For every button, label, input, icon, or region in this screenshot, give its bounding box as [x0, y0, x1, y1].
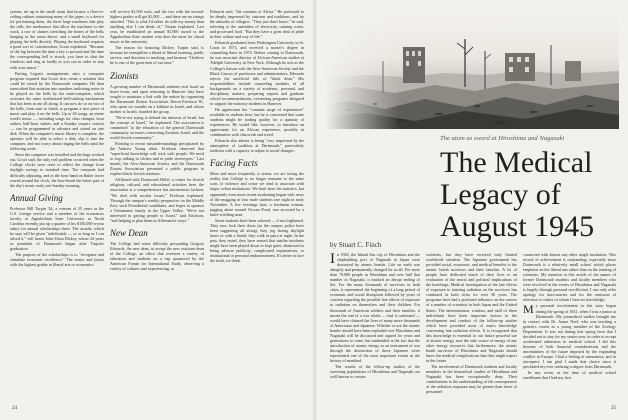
left-col2-para-2: The reason for honoring Dickey, Turpin said, is because he exemplifies a blend of liberal learning, public service, and devotion to teaching, and because "I believe he is one of the great men of our time.": [110, 45, 204, 66]
article-title-line-2: Legacy of: [440, 178, 561, 211]
right-col3-para-1: connected with almost any other single institution. This record of achievement is outstanding, especially since Dartmouth is a relatively small school which places emphasis on the liberal arts rather than on the training of scientists. My mention in this article of the names of former Dartmouth students and faculty members who were involved in the events of Hiroshima and Nagasaki is largely through personal recollection. I can only offer apology for inaccuracies and for the omission of reference to others of whom I have no knowledge.: [523, 252, 616, 303]
left-col3-para-6: Some students have been sobered — if not frightened. They now lock their doors (as the campus police have been suggesting all along), they jog during daylight hours or with a friend, they walk in pairs at night. In the past, they noted, they have sensed that similar incidents might have been played down or kept quiet, dismissed as being adverse publicity, complicated explanations, or institutional or personal embarrassment. It's better to face the truth, we think.: [210, 217, 304, 264]
article-kicker: The atom as sword at Hiroshima and Nagasaki: [440, 135, 565, 142]
article-title-line-3: August 1945: [440, 210, 595, 243]
left-page-column-3: [210, 9, 304, 405]
right-page-column-3: [523, 252, 616, 406]
subhead-annual-giving: Annual Giving: [10, 192, 63, 203]
right-col3-para-3: In any event, at the time of medical school enrollment that I had my first: [523, 370, 616, 381]
right-col2-para-1: scientists, but they have received only limited worldwide attention. The Japanese government has provided social, economic, and medical benefits to the atomic bomb survivors and their families. A lot of people have dedicated much of their lives to an evaluation of the moral and political implications of the bombings. Medical investigation of the late effects of exposure to ionizing radiation on the survivors has continued in both cities for over 30 years. The programs have had a profound influence on the careers of a number of scientists in both Japan and the United States. The determination, wisdom, and skill of these individuals have been important factors in the development and conduct of the follow-up studies which have provided most of man's knowledge concerning late radiation effects. It is recognized that this knowledge is essential to our future peaceful use of atomic energy, now the only source of energy of any other energy resources that furthermore, the atomic bomb survivors of Hiroshima and Nagasaki should know the medical complications that they might expect in the future.: [426, 252, 517, 363]
left-col2-para-5: Pointing to recent misunderstandings precipitated by the Andrew Young affair, Erickson observed that "superficial knowledge will stick with people. We need to stop talking in cliches and in pride stereotypes." Last month, the Afro-American Society and the Dartmouth Zionist Association presented a public program to explore black-Jewish relations.: [110, 141, 204, 177]
right-col3-para-2: y personal involvement in this story began during the spring of 1941, when I was a junior at Dartmouth. My premedical studies brought me in contact with Dr. James Neel, who was teaching a genetics course as a young member of the Zoology Department. It was not during that spring term that I decided not to stay for my senior year, in order to accept accelerated admission to medical school. I did this because of both financial considerations and the uncertainties of the future imposed by the expanding conflict in Europe. I had a feeling of uneasiness, and in retrospect, I am glad I made that choice since it precluded my ever realizing a degree from Dartmouth.: [523, 303, 616, 370]
left-col2-para-4: "We're not trying to defend the interests of Israel, but the concept of Israel," he explained. The association is committed "to the education of the general Dartmouth community on issues concerning Zionism, Israel, and the world Jewish community.": [110, 114, 204, 140]
left-col3-para-5: More and more frequently, it seems, we are facing the reality that College is no longer immune to the same sorts of violence and crime we tend to associate with larger, urban institutions. We don't have the statistics, but apparently even most recent awakening began with news of the mugging of four male students one night in early November. A few evenings later, a freshman woman, jogging alone around Occom Pond, was accosted by a knife-wielding man.: [210, 171, 304, 217]
left-col2-para-3: A growing number of Dartmouth students visit Israel on leave terms, and upon returning to Hanover they have sought to maintain a link with the nation by organizing the Dartmouth Zionist Association. Deron Erickson '81, who spent six months on a kibbutz in Israel, and whose mother is Israeli, founded the group.: [110, 83, 204, 114]
left-page-column-1: [10, 9, 104, 405]
left-col2-para-6: Affiliated with Dartmouth Hillel, a center for Jewish religious, cultural, and educational activities here, the association is a comprehensive but autonomous fashion. "We deal with secular issues," Erickson explained. Through the campus's weekly perspective on the Middle East, such Presidential candidates, and hopes to sponsor a Vietnamese family in the Upper Valley. "We're not interested in getting people to Israel," said Erickson, "and helping to plan them in Affirmative ways.": [110, 177, 204, 223]
right-col2-para-2: The involvement of Dartmouth students and faculty members in the biomedical studies of Hiroshima and Nagasaki has been exceptionally deep. Their contributions to the understanding of the consequences of the radiation exposure may be greater than those of personnel: [426, 364, 517, 395]
page-gutter: [313, 0, 316, 420]
left-col1-para-4: Professor Bill Turpin '44, a veteran of 25 years in the U.S. foreign service and a member of the economics faculty at Appalachian State University in North Carolina recently put up a quarter of his $150,000-a-year salary for annual scholarships there. The awards, which he says will be given "indefinitely — or as long as I can afford it," will honor John Sloan Dickey, whose 24 years as president of Dartmouth began after Turpin's graduation.: [10, 205, 104, 252]
right-page-number: 25: [611, 406, 616, 411]
left-col2-para-7: The College had some difficulty persuading Gregory Edwards, the new dean, to accept the new assistant dean of the College, an office that oversees a variety of education and students on a trip sponsored by the American Forum for International Study, observing a variety of cultures and experiencing, at: [110, 240, 204, 272]
left-page-column-2: [110, 9, 204, 405]
right-page-column-2: [426, 252, 517, 406]
drop-cap-i: I: [330, 252, 335, 267]
article-title: [440, 147, 594, 243]
left-col3-para-4: Edwards also admits to being "very impressed by the atmosphere of tradition at Dartmouth," particularly tradition with a capacity to adjust to social changes.: [210, 138, 304, 154]
left-col3-para-2: Edwards graduated from Washington University in St. Louis in 1973, and received a master's degree in counseling there in 1974. Before coming to Dartmouth, he was associate director of African-American studies at Adelphi University in New York. Although he acts as the College's liaison with the Afro-American Society and the Black Caucus of professors and administrators, Edwards rejects the unofficial title of "black dean." His responsibilities include counseling students of all backgrounds on a variety of academic, personal, and disciplinary matters, preparing reports and graduate school recommendations, overseeing programs designed to support the minority students in Hanover.: [210, 40, 304, 106]
hiroshima-ruins-photo: [325, 9, 619, 129]
article-title-line-1: The Medical: [440, 146, 593, 179]
right-col1-para-1: n 1945, the Inland Sea city of Hiroshima and the shipbuilding port of Nagasaki in Japan were destroyed by atomic bombs. Life on earth was abruptly and permanently changed for us all. For more than 70,000 people in Hiroshima and over half that number in Nagasaki, it marked an abrupt ending of life. For the many thousands of survivors in both cities, it represented the beginning of a long period of economic and social disruption followed by years of concern regarding the possible late effects of exposure to radiation on themselves and their children. For thousands of American soldiers and their families, it meant the end of a war which — had it continued — would have claimed the lives of many more thousands of Americans and Japanese. Whether or not the atomic bombs should have been exploded over Hiroshima and Nagasaki will be discussed and argued for years and generations to come, but undeniable is the fact that the introduction of atomic energy as an instrument of war through the destruction of those Japanese cities represented one of the most important events in the history of mankind.: [330, 252, 420, 363]
subhead-zionists: Zionists: [110, 70, 139, 81]
left-col1-para-2: Putting Logan's arrangements onto a computer program required that Groot first create a notation that could be stored by the Dartmouth computer. He then transcribed that notation into numbers indicating notes to be played on the bells by the mini-computer, which activates the same synthesized bell-striking mechanism that has been in use all along. It can now do so on two of the bells, from start to finish, to program a new piece of music and play it on the bells. Up to 40 songs, an entire week's music — including songs for class changes, hour strikes, half-hour strikes, and a Sunday vespers concert — can be programmed in advance and stored on one disk. When the computer's music library is complete, the operator will be able to select a disk, slip it into the computer, and not worry about ringing the bells until the following week.: [10, 70, 104, 152]
right-col1-para-2: The results of the follow-up studies of the surviving populations of Hiroshima and Nagasaki are well known to certain: [330, 364, 420, 380]
left-col3-para-3: He appreciates the "constant surge of experiences" available to students here, but he is concerned that some students might be trading quality for a quantity of experiences. He would like, however, to introduce an opportunity for an African experience, possibly in combination with classwork and travel.: [210, 106, 304, 138]
left-col2-para-1: will receive $1,500 each, and the two with the second-highest grades will get $1,000 — and there are no strings attached. "This is what I'd rather do with my money than anything else I can think of," Turpin explained. Last year, he established an annual $1,000 award to the Appalachian State student who does the most for choral music at the university.: [110, 9, 204, 45]
left-col1-para-1: system, set up in the small room that houses a floor-to-ceiling cabinet containing many of the pipes, is a device for performing them, the three large machines that play the rolls, the moderators that allow the machines to the stock, a row of chimes stretching the bones of the bells hanging in the room above, and a small keyboard for playing the bells directly. Playing the keyboard requires a good sort of concentration, Groot explained. "Because of the lag between the time a key is pressed and the time the corresponding bell is struck, you have to shut the windows and sing as loudly as you can in order to stay with your music.": [10, 9, 104, 70]
left-page-number: 24: [12, 406, 17, 411]
left-col1-para-3: Since the computer was installed and the bugs worked out, Groot said, the only real problem occurred when the College clocks were reset to reflect the change from daylight savings to standard time. The computer had difficulty adjusting, and as the hour hand on Baker tower roared around the clock, the bow-beard the better part of the day's music early one Sunday morning.: [10, 152, 104, 188]
article-byline: by Stuart C. Finch: [330, 241, 382, 249]
left-col3-para-1: Edwards said, "the vastness of Africa." He professed to be deeply impressed by customs and traditions, and by the attitudes of villagers. "They just don't know," he said, referring to the amenities of electricity, running water, and processed food. "But they have a great deal of pride in their culture and way of life.": [210, 9, 304, 40]
right-page-column-1: [330, 252, 420, 406]
drop-cap-m: M: [523, 302, 534, 317]
left-col1-para-5: The purpose of the scholarships is to "recognize and stimulate economic excellence." The senior and junior with the highest grades in liberal arts or economics: [10, 252, 104, 268]
subhead-facing-facts: Facing Facts: [210, 158, 258, 169]
subhead-new-dean: New Dean: [110, 227, 148, 238]
